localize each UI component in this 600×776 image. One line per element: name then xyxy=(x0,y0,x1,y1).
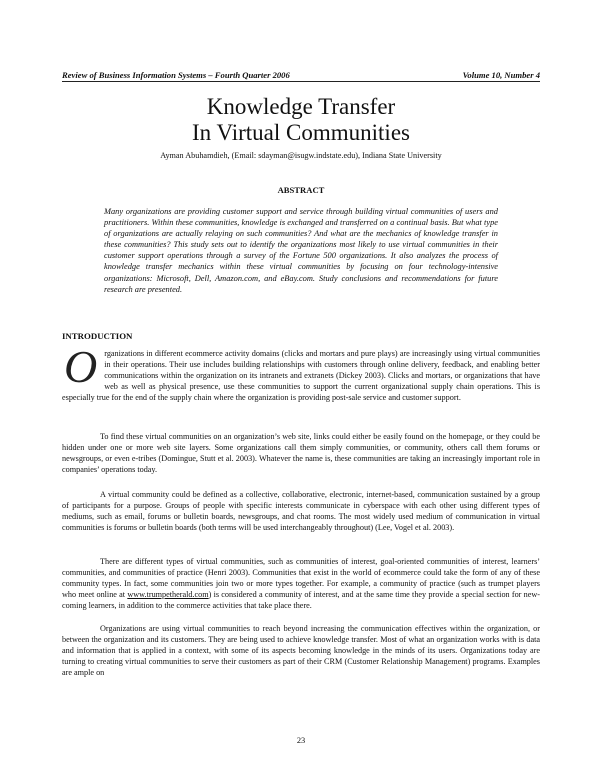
title-line-1: Knowledge Transfer xyxy=(206,94,396,119)
intro-paragraph-5: Organizations are using virtual communities to reach beyond increasing the communication effectives within the organization, or between the organization and its customers. They are being used to achieve knowledge transfer. Most of what an organization works with is data and information that is applied in a context, with some of its aspects becoming knowledge in the minds of its users. Organizations today are turning to creating virtual communities to serve their customers as part of their CRM (Customer Relationship Management) programs. Examples are ample on xyxy=(62,624,540,677)
author-line: Ayman Abuhamdieh, (Email: sdayman@isugw.indstate.edu), Indiana State University xyxy=(160,151,442,160)
trumpetherald-link[interactable]: www.trumpetherald.com xyxy=(127,589,209,599)
volume-number: Volume 10, Number 4 xyxy=(462,70,540,80)
intro-paragraph-1-text: rganizations in different ecommerce activity domains (clicks and mortars and pure plays) are increasingly using virtual communities in their operations. Their use includes building relationships with customers through online delivery, feedback, and enabling better communications within the organization on its intranets and extranets (Dickey 2003). Clicks and mortars, or organizations that have web as well as physical presence, use these communities to support the current organizational supply chain operations. This is especially true for the end of the supply chain where the organization is providing post-sale service and customer support. xyxy=(62,349,540,402)
abstract-heading: ABSTRACT xyxy=(277,185,325,195)
page-number: 23 xyxy=(296,736,306,745)
journal-name: Review of Business Information Systems – Fourth Quarter 2006 xyxy=(62,70,290,80)
intro-paragraph-2: To find these virtual communities on an organization’s web site, links could either be easily found on the homepage, or they could be hidden under one or more web site layers. Some organizations call them simply communities, or community, others call them forums or newsgroups, or even e-tribes (Domingue, Stutt et al. 2003). Whatever the name is, these communities are taking an increasingly important role in companies’ operations today. xyxy=(62,432,540,474)
intro-paragraph-3: A virtual community could be defined as a collective, collaborative, electronic, internet-based, communication sustained by a group of participants for a purpose. Groups of people with specific interests communicate in cyberspace with each other using different types of mediums, such as email, forums or bulletin boards, newsgroups, and chat rooms. The most widely used medium of communication in virtual communities is forums or bulletin boards (both terms will be used interchangeably throughout) (Lee, Vogel et al. 2003). xyxy=(62,490,540,532)
intro-paragraph-4-end: ) is considered a community of interest, and at the same time they provide a special section for new-coming learners, in addition to the commerce activities that take place there. xyxy=(62,589,541,610)
intro-paragraph-1 xyxy=(62,341,540,404)
intro-paragraph-4 xyxy=(62,557,540,612)
paper-title xyxy=(62,94,540,146)
running-header xyxy=(62,70,540,82)
drop-cap: O xyxy=(64,341,98,392)
introduction-heading: INTRODUCTION xyxy=(62,331,133,341)
intro-paragraph-4-start: There are different types of virtual communities, such as communities of interest, goal-oriented communities of interest, learners’ communities, and communities of practice (Henri 2003). Communities that exist in the world of ecommerce could take the form of any of these community types. In fact, some communities join two or more types together. For example, a community of practice (such as trumpet players who meet online at xyxy=(62,557,540,599)
title-line-2: In Virtual Communities xyxy=(192,120,410,145)
abstract-text: Many organizations are providing customer support and service through building virtual communities of users and practitioners. Within these communities, knowledge is exchanged and transferred on a continual basis. But what type of organizations are actually relaying on such communities? And what are the mechanics of knowledge transfer in these communities? This study sets out to identify the organizations most likely to use virtual communities in their customer support operations through a survey of the Fortune 500 organizations. It also analyzes the process of knowledge transfer mechanics within these virtual communities by focusing on four technology-intensive organizations: Microsoft, Dell, Amazon.com, and eBay.com. Study conclusions and recommendations for future research are presented. xyxy=(104,207,498,294)
